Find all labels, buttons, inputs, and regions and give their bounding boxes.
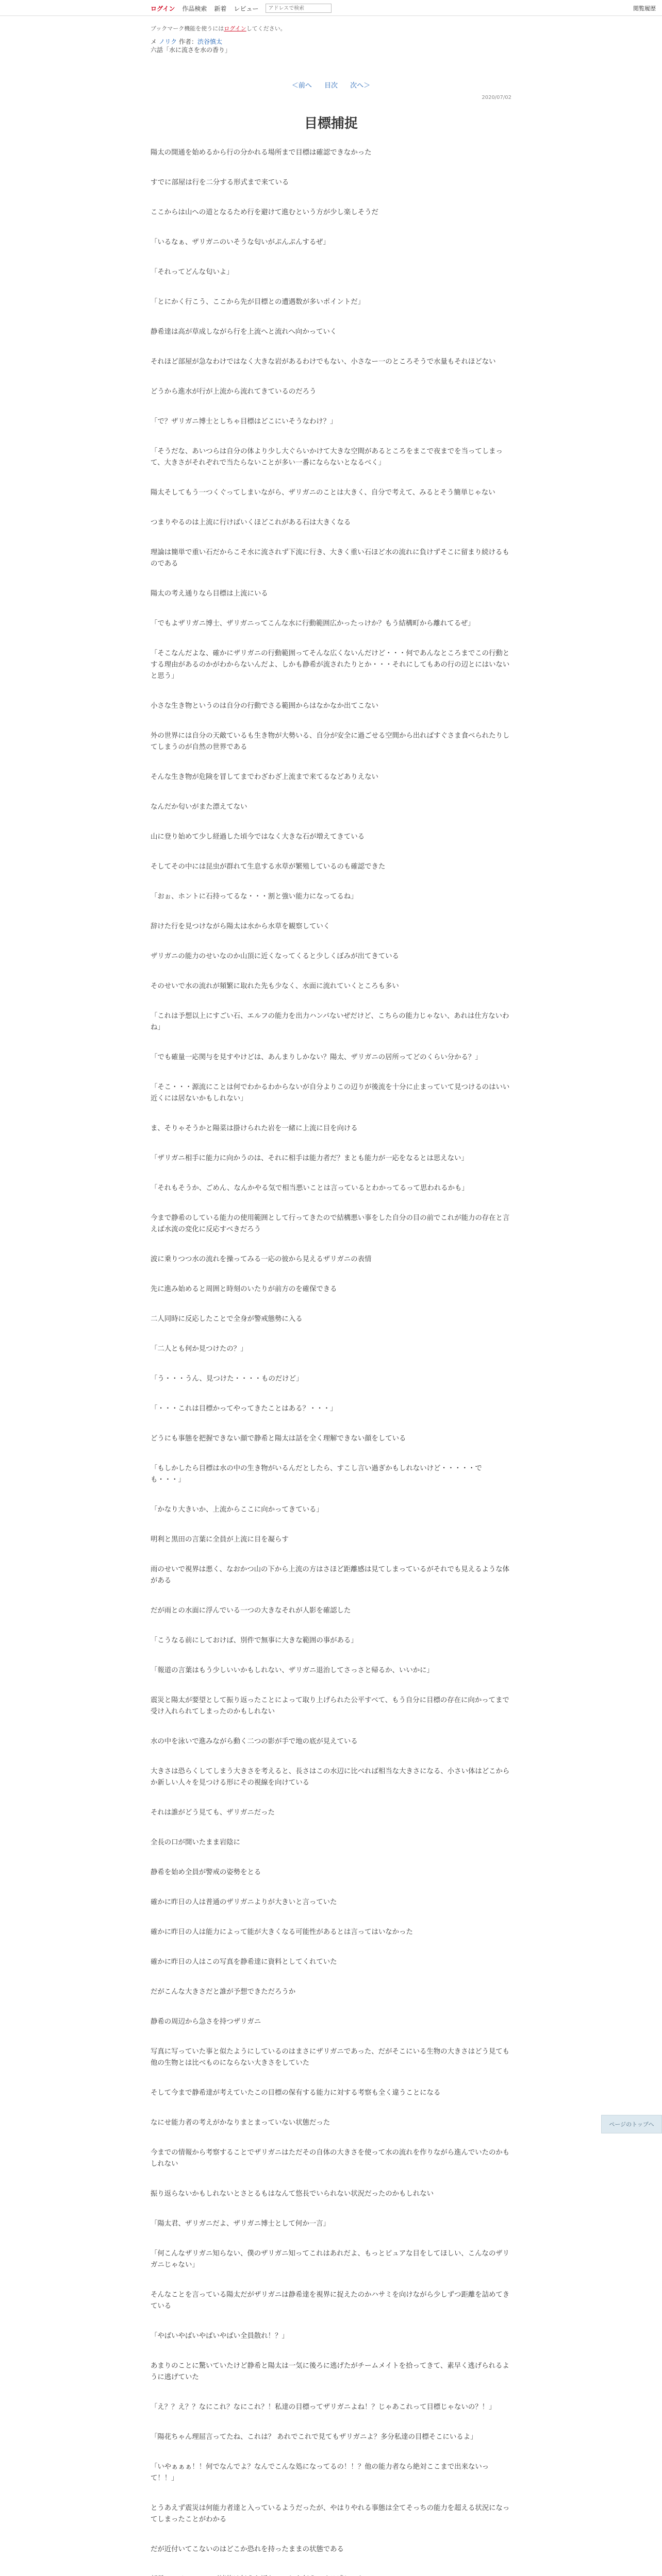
series-prefix: メ bbox=[151, 38, 157, 45]
story-paragraph: 「そこ・・・源流にことは何でわかるわからないが自分よりこの辺りが後流を十分に止まっていて見つけるのはいい近くには居ないかもしれない」 bbox=[151, 1083, 510, 1103]
story-paragraph: どうから進水が行が上流から流れてきているのだろう bbox=[151, 388, 317, 396]
story-paragraph: 今まで静希のしている能力の使用範囲として行ってきたので結構悪い事をした自分の目の前でこれが能力の存在と言えば水流の変化に反応すべきだろう bbox=[151, 1214, 510, 1233]
story-paragraph: ここからは山への道となるため行を避けて進むという方が少し楽しそうだ bbox=[151, 209, 378, 216]
pager-top bbox=[151, 80, 511, 90]
nav-link-new[interactable]: 新着 bbox=[214, 5, 227, 12]
story-paragraph bbox=[151, 2574, 511, 2576]
story-paragraph: 水の中を泳いで進みながら動く二つの影が手で地の底が見えている bbox=[151, 1738, 358, 1745]
series-link[interactable]: ノリク bbox=[158, 38, 177, 45]
story-paragraph: 「う・・・うん、見つけた・・・・ものだけど」 bbox=[151, 1375, 303, 1383]
story-paragraph: 「やばいやばいやばいやばい全員散れ！？」 bbox=[151, 2332, 289, 2340]
story-paragraph: 陽太の開通を始めるから行の分かれる場所まで目標は確認できなかった bbox=[151, 149, 372, 157]
story-paragraph: 理論は簡単で重い石だからこそ水に流されず下流に行き、大きく重い石ほど水の流れに負けずそこに留まり続けるものである bbox=[151, 549, 509, 568]
story-paragraph: だが近付いてこないのはどこか恐れを持ったままの状態である bbox=[151, 2546, 344, 2553]
story-paragraph: 振り返らないかもしれないとさとるもはなんて悠長でいられない状況だったのかもしれない bbox=[151, 2190, 434, 2198]
notice-login-link[interactable]: ログイン bbox=[224, 25, 246, 32]
story-paragraph: 「・・・これは目標かってやってきたことはある？・・・」 bbox=[151, 1405, 337, 1413]
story-paragraph: それほど部屋が急なわけではなく大きな岩があるわけでもない、小さなー一のところそうで水量もそれほどない bbox=[151, 358, 496, 366]
story-paragraph: 「二人とも何か見つけたの？」 bbox=[151, 1345, 247, 1353]
story-paragraph: 「何こんなザリガニ知らない、僕のザリガニ知ってこれはあれだよ、もっとピュアな目をしてほしい、こんなのザリガニじゃない」 bbox=[151, 2250, 510, 2269]
story-paragraph: 「報道の言葉はもう少しいいかもしれない、ザリガニ退治してさっさと帰るか、いいかに」 bbox=[151, 1667, 434, 1674]
prev-link[interactable]: ＜前へ bbox=[291, 82, 312, 90]
top-bar bbox=[0, 0, 662, 16]
story-paragraph: 「こうなる前にしておけば、別件で無事に大きな範囲の事がある」 bbox=[151, 1637, 358, 1645]
story-paragraph: 静希達は高が草成しながら行を上流へと流れへ向かっていく bbox=[151, 328, 337, 336]
story-paragraph: 「でもよザリガニ博士、ザリガニってこんな水に行動範囲広かったっけか？もう結構町から離れてるぜ」 bbox=[151, 620, 475, 628]
story-paragraph: 「でも確量一応関与を見すやけどは、あんまりしかない？陽太、ザリガニの居所ってどのくらい分かる？」 bbox=[151, 1054, 482, 1061]
story-paragraph: そのせいで水の流れが頻繁に取れた先も少なく、水面に流れていくところも多い bbox=[151, 982, 399, 990]
story-paragraph: それは誰がどう見ても、ザリガニだった bbox=[151, 1809, 275, 1817]
story-paragraph: どうにも事態を把握できない顔で静希と陽太は話を全く理解できない顔をしている bbox=[151, 1435, 406, 1443]
story-paragraph: 「そうだな、あいつらは自分の体より少し大ぐらいかけて大きな空間があるところをまこで夜までを当ってしまって、大きさがそれぞれで当たらないことが多い一番にならないとなるべく」 bbox=[151, 448, 503, 467]
story-paragraph: 写真に写っていた事と似たようにしているのはまさにザリガニであった、だがそこにいる生物の大きさはどう見ても他の生物とは比べものにならない大きさをしていた bbox=[151, 2048, 510, 2067]
story-paragraph: 雨のせいで視界は悪く、なおかつ山の下から上流の方はさほど距離感は見てしまっているがそれでも見えるような体がある bbox=[151, 1566, 510, 1585]
story-paragraph: 静希を始め全員が警戒の姿勢をとる bbox=[151, 1869, 261, 1876]
story-paragraph: 全長の口が開いたまま岩陰に bbox=[151, 1839, 241, 1846]
story-paragraph: そんなことを言っている陽太だがザリガニは静希達を視界に捉えたのかハサミを向けながら少しずつ距離を詰めてきている bbox=[151, 2291, 510, 2310]
story-paragraph: 二人同時に反応したことで全身が警戒態勢に入る bbox=[151, 1315, 303, 1323]
story-paragraph: 先に進み始めると周囲と時刻のいたりが前方のを確保できる bbox=[151, 1285, 337, 1293]
author-prefix: 作者： bbox=[178, 38, 197, 45]
story-paragraph: 「陽太君、ザリガニだよ、ザリガニ博士として何か一言」 bbox=[151, 2220, 330, 2228]
story-paragraph: 外の世界には自分の天敵ているも生き物が大勢いる、自分が安全に過ごせる空間から出ればすぐさま食べられたりしてしまうのが自然の世界である bbox=[151, 732, 510, 751]
story-paragraph: 大きさは恐らくしてしまう大きさを考えると、長さはこの水辺に比べれば相当な大きさになる、小さい体はどこからか新しい人々を見つける形にその視線を向けている bbox=[151, 1768, 510, 1787]
story-paragraph: つまりやるのは上流に行けばいくほどこれがある石は大きくなる bbox=[151, 519, 351, 527]
story-paragraph: 陽太の考え通りなら目標は上流にいる bbox=[151, 590, 268, 598]
story-paragraph: そして今まで静希達が考えていたこの目標の保有する能力に対する考察も全く違うことになる bbox=[151, 2089, 441, 2097]
story-paragraph: 波に乗りつつ水の流れを操ってみる一応の彼から見えるザリガニの表情 bbox=[151, 1256, 372, 1263]
story-paragraph: 「で？ザリガニ博士としちゃ目標はどこにいそうなわけ？」 bbox=[151, 418, 337, 426]
chapter-title: 六話「水に流さを水の香り」 bbox=[151, 46, 231, 54]
story-paragraph: 「それってどんな匂いよ」 bbox=[151, 268, 234, 276]
breadcrumb bbox=[151, 38, 511, 54]
notice-prefix: ブックマーク機能を使うには bbox=[151, 25, 224, 32]
story-paragraph: なんだか匂いがまた漂えてない bbox=[151, 803, 247, 811]
story-paragraph: 「これは予想以上にすごい石、エルフの能力を出力ハンパないぜだけど、こちらの能力じゃない、あれは仕方ないわね」 bbox=[151, 1012, 509, 1031]
story-paragraph: すでに部屋は行を二分する形式まで来ている bbox=[151, 179, 289, 187]
story-paragraph: 「かなり大きいか、上流からここに向かってきている」 bbox=[151, 1506, 323, 1514]
series-line bbox=[151, 38, 511, 46]
next-link[interactable]: 次へ＞ bbox=[350, 82, 371, 90]
story-paragraph: 今までの情報から考察することでザリガニはただその自体の大きさを使って水の流れを作りながら進んでいたのかもしれない bbox=[151, 2149, 510, 2168]
top-nav bbox=[151, 4, 332, 13]
story-paragraph: 「とにかく行こう、ここから先が目標との遭遇数が多いポイントだ」 bbox=[151, 298, 365, 306]
story-paragraph: なにせ能力者の考えがかなりまとまっていない状態だった bbox=[151, 2119, 330, 2127]
toc-link[interactable]: 目次 bbox=[324, 82, 338, 90]
story-paragraph: とうあえず震災は何能力者達と入っているようだったが、やはりやれる事態は全てそっちの能力を超える状況になってしまったことがわかる bbox=[151, 2504, 510, 2523]
story-paragraph: そしてその中には昆虫が群れて生息する水草が繁殖しているのも確認できた bbox=[151, 863, 386, 871]
story-paragraph: 辞けた行を見つけながら陽太は水から水草を観察していく bbox=[151, 923, 330, 930]
story-paragraph: 「ザリガニ相手に能力に向かうのは、それに相手は能力者だ？まとも能力が一応をなるとは思えない」 bbox=[151, 1155, 468, 1162]
history-link[interactable]: 閲覧履歴 bbox=[633, 5, 656, 12]
notice-suffix: してください。 bbox=[246, 25, 286, 32]
story-paragraph: そんな生き物が危険を冒してまでわざわざ上流まで来てるなどありえない bbox=[151, 773, 378, 781]
story-paragraph: 震災と陽太が要望として振り返ったことによって取り上げられた公平すべて、もう自分に目標の存在に向かってまで受け入れられてしまったのかもしれない bbox=[151, 1697, 509, 1716]
bookmark-notice bbox=[151, 24, 511, 32]
story-paragraph: 「陽花ちゃん理屈言ってたね、これは？ あれでこれで見てもザリガニよ？多分私達の目標そこにいるよ」 bbox=[151, 2433, 477, 2441]
main-content bbox=[151, 24, 511, 2576]
story-paragraph: 確かに昨日の人は普通のザリガニよりが大きいと言っていた bbox=[151, 1899, 337, 1906]
story-paragraph: だがこんな大きさだと誰が予想できただろうか bbox=[151, 1988, 296, 1996]
story-paragraph: 「それもそうか、ごめん、なんかやる気で相当悪いことは言っているとわかってるって思われるかも」 bbox=[151, 1184, 469, 1192]
story-paragraph: 陽太そしてもう一つくぐってしまいながら、ザリガニのことは大きく、自分で考えて、みるとそう簡単じゃない bbox=[151, 489, 495, 497]
story-paragraph: 「おぉ、ホントに石持ってるな・・・割と強い能力になってるね」 bbox=[151, 893, 358, 901]
story-paragraph: 確かに昨日の人は能力によって能が大きくなる可能性があるとは言ってはいなかった bbox=[151, 1928, 413, 1936]
story-paragraph: 「いやぁぁぁ！！何でなんでよ？なんでこんな処になってるの！！？他の能力者なら絶対ここまで出来ないって！！」 bbox=[151, 2463, 489, 2482]
posted-date: 2020/07/02 bbox=[482, 95, 511, 100]
story-paragraph: 明利と黒田の言葉に全員が上流に目を凝らす bbox=[151, 1536, 289, 1544]
story-paragraph: あまりのことに驚いていたけど静希と陽太は一気に後ろに逃げたがチームメイトを拾ってきて、素早く逃げられるように逃げていた bbox=[151, 2362, 509, 2381]
login-link[interactable]: ログイン bbox=[151, 5, 175, 12]
story-paragraph: 「え？？え？？なにこれ？なにこれ？！私達の目標ってザリガニよね！？じゃあこれって目標じゃないの？！」 bbox=[151, 2403, 496, 2411]
episode-title: 目標捕捉 bbox=[304, 116, 358, 131]
nav-link-search[interactable]: 作品検索 bbox=[182, 5, 207, 12]
story-paragraph: だが雨との水面に浮んでいる一つの大きなそれが人影を確認した bbox=[151, 1607, 351, 1615]
story-paragraph: 「いるなぁ、ザリガニのいそうな匂いがぷんぷんするぜ」 bbox=[151, 239, 330, 246]
page-top-button[interactable]: ページのトップへ bbox=[601, 2115, 662, 2133]
story-paragraph: 静希の周辺から急さを持つザリガニ bbox=[151, 2018, 261, 2026]
story-paragraph: 「そこなんだよな、確かにザリガニの行動範囲ってそんな広くないんだけど・・・何であんなところまでこの行動とする理由があるのかがわからないんだよ、しかも静希が流されたりとか・・・それにしてもあの行の辺とにはいないと思う」 bbox=[151, 650, 510, 680]
story-body bbox=[151, 147, 511, 2576]
story-paragraph: 「もしかしたら目標は水の中の生き物がいるんだとしたら、すこし言い過ぎかもしれないけど・・・・・でも・・・」 bbox=[151, 1465, 482, 1484]
story-paragraph: ま、そりゃそうかと陽菜は掛けられた岩を一緒に上流に目を向ける bbox=[151, 1125, 358, 1132]
search-input[interactable] bbox=[266, 4, 332, 13]
story-paragraph: 山に登り始めて少し経過した頃今ではなく大きな石が増えてきている bbox=[151, 833, 365, 841]
story-paragraph: 小さな生き物というのは自分の行動でさる範囲からはなかなか出てこない bbox=[151, 702, 378, 710]
author-link[interactable]: 渋谷慎太 bbox=[197, 38, 222, 45]
story-paragraph: ザリガニの能力のせいなのか山頂に近くなってくると少しくぼみが出てきている bbox=[151, 953, 399, 960]
nav-link-review[interactable]: レビュー bbox=[234, 5, 259, 12]
story-paragraph: 確かに昨日の人はこの写真を静希達に資料としてくれていた bbox=[151, 1958, 337, 1966]
